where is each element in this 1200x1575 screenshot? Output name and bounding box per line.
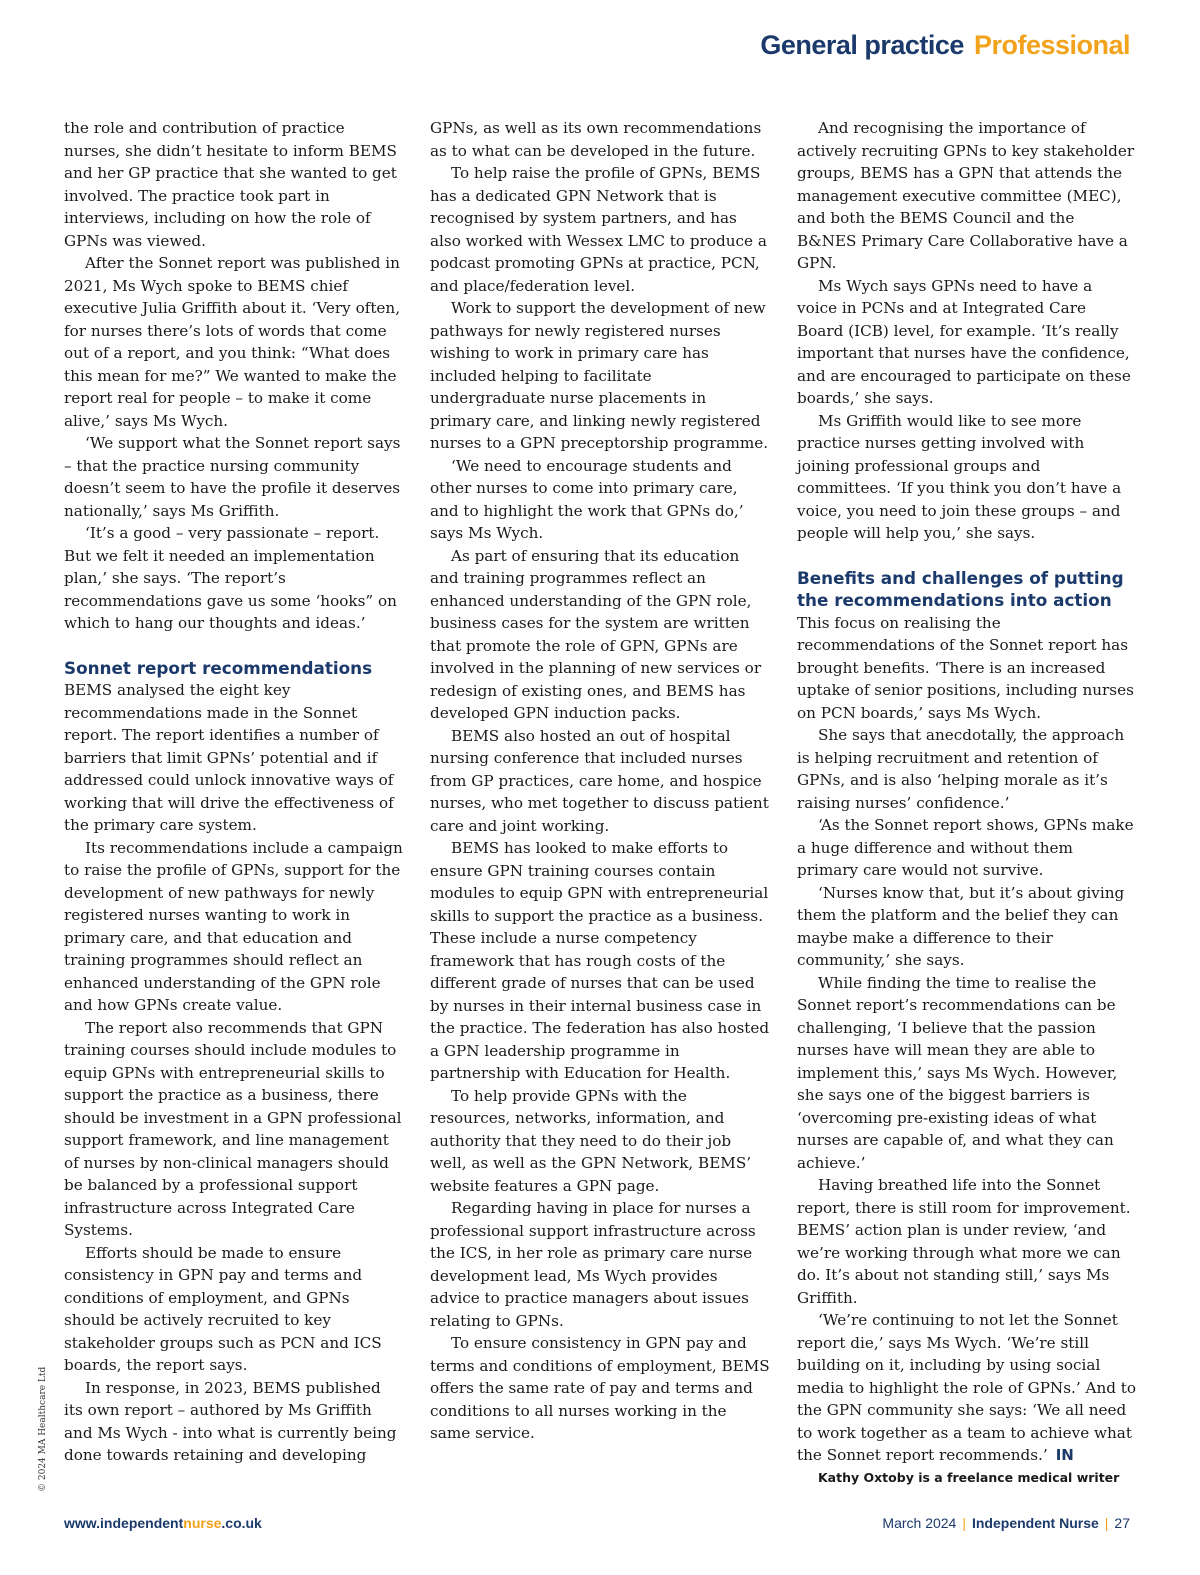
footer-separator: |	[962, 1515, 966, 1531]
article-column-1	[64, 117, 404, 1467]
paragraph: The report also recommends that GPN training courses should include modules to equip GPNs with entrepreneurial skills to support the practice as a business, there should be investment in a GPN professional support framework, and line management of nurses by non-clinical managers should be balanced by a professional support infrastructure across Integrated Care Systems.	[64, 1018, 402, 1239]
paragraph: Its recommendations include a campaign to raise the profile of GPNs, support for the development of new pathways for newly registered nurses wanting to work in primary care, and that education and training programmes should reflect an enhanced understanding of the GPN role and how GPNs create value.	[64, 838, 403, 1014]
end-mark: IN	[1055, 1446, 1074, 1464]
paragraph: In response, in 2023, BEMS published its own report – authored by Ms Griffith and Ms Wych - into what is currently being done towards retaining and developing	[64, 1378, 397, 1464]
url-suffix: .co.uk	[221, 1515, 262, 1531]
paragraph: ‘As the Sonnet report shows, GPNs make a huge difference and without them primary care would not survive.	[797, 816, 1134, 879]
paragraph	[797, 1309, 1137, 1467]
paragraph: GPNs, as well as its own recommendations as to what can be developed in the future.	[430, 119, 762, 160]
paragraph: She says that anecdotally, the approach is helping recruitment and retention of GPNs, and is also ‘helping morale as it’s raising nurses’ confidence.’	[797, 726, 1125, 812]
paragraph-text: ‘We’re continuing to not let the Sonnet report die,’ says Ms Wych. ‘We’re still building on it, including by using social media to highlight the role of GPNs.’ And to the GPN community she says: ‘We all need to work together as a team to achieve what the Sonnet report recommends.’	[797, 1311, 1137, 1464]
page-header	[760, 30, 1130, 61]
paragraph: Ms Griffith would like to see more practice nurses getting involved with joining professional groups and committees. ‘If you think you don’t have a voice, you need to join these groups – and people will help you,’ she says.	[797, 411, 1122, 542]
article-column-2	[430, 117, 770, 1445]
url-prefix: www.independent	[64, 1515, 184, 1531]
paragraph: After the Sonnet report was published in 2021, Ms Wych spoke to BEMS chief executive Julia Griffith about it. ‘Very often, for nurses there’s lots of words that come out of a report, and you think: “What does this mean for me?” We wanted to make the report real for people – to make it come alive,’ says Ms Wych.	[64, 254, 401, 430]
paragraph: Efforts should be made to ensure consistency in GPN pay and terms and conditions of employment, and GPNs should be actively recruited to key stakeholder groups such as PCN and ICS boards, the report says.	[64, 1243, 382, 1374]
paragraph: BEMS analysed the eight key recommendations made in the Sonnet report. The report identifies a number of barriers that limit GPNs’ potential and if addressed could unlock innovative ways of working that will drive the effectiveness of the primary care system.	[64, 681, 394, 834]
url-accent: nurse	[183, 1515, 222, 1531]
paragraph: Regarding having in place for nurses a professional support infrastructure across the ICS, in her role as primary care nurse development lead, Ms Wych provides advice to practice managers about issues relating to GPNs.	[430, 1199, 756, 1330]
paragraph: ‘Nurses know that, but it’s about giving them the platform and the belief they can maybe make a difference to their community,’ she says.	[797, 883, 1125, 969]
issue-date: March 2024	[882, 1515, 957, 1531]
footer-separator: |	[1104, 1515, 1109, 1531]
paragraph: the role and contribution of practice nurses, she didn’t hesitate to inform BEMS and her GP practice that she wanted to get involved. The practice took part in interviews, including on how the role of GPNs was viewed.	[64, 119, 397, 250]
paragraph: ‘We support what the Sonnet report says – that the practice nursing community doesn’t seem to have the profile it deserves nationally,’ says Ms Griffith.	[64, 434, 401, 520]
section-heading: Benefits and challenges of putting the recommendations into action	[797, 567, 1124, 610]
page-number: 27	[1114, 1515, 1130, 1531]
paragraph: As part of ensuring that its education and training programmes reflect an enhanced understanding of the GPN role, business cases for the system are written that promote the role of GPN, GPNs are involved in the planning of new services or redesign of existing ones, and BEMS has developed GPN induction packs.	[430, 546, 762, 722]
paragraph: Work to support the development of new pathways for newly registered nurses wishing to work in primary care has included helping to facilitate undergraduate nurse placements in primary care, and linking newly registered nurses to a GPN preceptorship programme.	[430, 299, 769, 452]
website-url[interactable]	[64, 1515, 262, 1531]
paragraph: BEMS also hosted an out of hospital nursing conference that included nurses from GP practices, care home, and hospice nurses, who met together to discuss patient care and joint working.	[430, 726, 769, 835]
author-byline: Kathy Oxtoby is a freelance medical writer	[818, 1469, 1120, 1485]
paragraph: To help raise the profile of GPNs, BEMS has a dedicated GPN Network that is recognised by system partners, and has also worked with Wessex LMC to produce a podcast promoting GPNs at practice, PCN, and place/federation level.	[430, 164, 767, 295]
paragraph: BEMS has looked to make efforts to ensure GPN training courses contain modules to equip GPN with entrepreneurial skills to support the practice as a business. These include a nurse competency framework that has rough costs of the different grade of nurses that can be used by nurses in their internal business case in the practice. The federation has also hosted a GPN leadership programme in partnership with Education for Health.	[430, 839, 770, 1082]
paragraph: ‘It’s a good – very passionate – report. But we felt it needed an implementation plan,’ she says. ‘The report’s recommendations gave us some ‘hooks” on which to hang our thoughts and ideas.’	[64, 524, 397, 632]
paragraph: ‘We need to encourage students and other nurses to come into primary care, and to highlight the work that GPNs do,’ says Ms Wych.	[430, 456, 744, 542]
section-heading: Sonnet report recommendations	[64, 657, 373, 678]
paragraph: Ms Wych says GPNs need to have a voice in PCNs and at Integrated Care Board (ICB) level, for example. ‘It’s really important that nurses have the confidence, and are encouraged to participate on these boards,’ she says.	[797, 276, 1131, 407]
article-column-3	[797, 117, 1137, 1489]
publication-name: Independent Nurse	[971, 1515, 1099, 1531]
paragraph: And recognising the importance of actively recruiting GPNs to key stakeholder groups, BEMS has a GPN that attends the management executive committee (MEC), and both the BEMS Council and the B&NES Primary Care Collaborative have a GPN.	[797, 119, 1135, 272]
paragraph: To help provide GPNs with the resources, networks, information, and authority that they need to do their job well, as well as the GPN Network, BEMS’ website features a GPN page.	[430, 1086, 752, 1195]
paragraph: To ensure consistency in GPN pay and terms and conditions of employment, BEMS offers the same rate of pay and terms and conditions to all nurses working in the same service.	[430, 1334, 770, 1442]
copyright-notice: © 2024 MA Healthcare Ltd	[38, 1366, 48, 1492]
section-title: General practice	[760, 30, 964, 60]
subsection-title: Professional	[973, 30, 1130, 60]
paragraph: Having breathed life into the Sonnet report, there is still room for improvement. BEMS’ action plan is under review, ‘and we’re working through what more we can do. It’s about not standing still,’ says Ms Griffith.	[797, 1176, 1131, 1307]
paragraph: This focus on realising the recommendations of the Sonnet report has brought benefits. ‘There is an increased uptake of senior positions, including nurses on PCN boards,’ says Ms Wych.	[797, 613, 1134, 722]
paragraph: While finding the time to realise the Sonnet report’s recommendations can be challenging, ‘I believe that the passion nurses have will mean they are able to implement this,’ says Ms Wych. However, she says one of the biggest barriers is ‘overcoming pre-existing ideas of what nurses are capable of, and what they can achieve.’	[797, 973, 1118, 1172]
page-footer	[882, 1515, 1130, 1531]
